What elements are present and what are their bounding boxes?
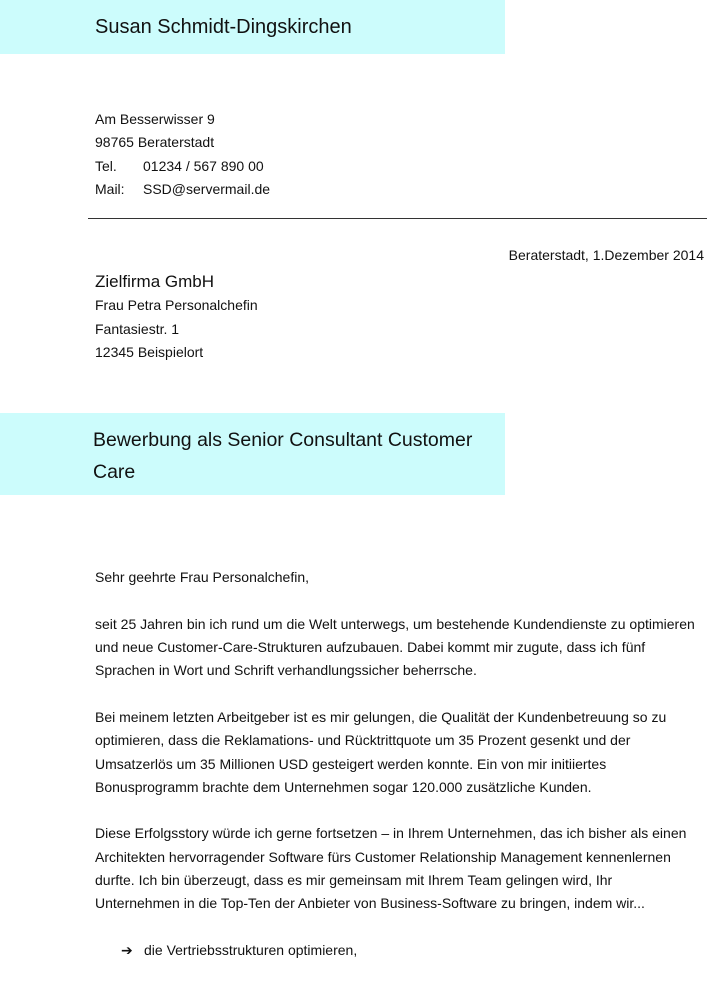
arrow-right-icon: ➔ [121,941,133,958]
paragraph: Bei meinem letzten Arbeitgeber ist es mir gelungen, die Qualität der Kundenbetreuung so zu optimieren, dass die Reklamations- und Rücktrittquote um 35 Prozent gesenkt und der Umsatzerlös um 35 Millionen USD gesteigert werden konnte. Ein von mir initiiertes Bonusprogramm brachte dem Unternehmen sogar 120.000 zusätzliche Kunden. [95,708,667,795]
sender-name: Susan Schmidt-Dingskirchen [95,16,352,38]
header-divider [88,218,707,219]
date-line: Beraterstadt, 1.Dezember 2014 [508,247,704,263]
bullet-text: die Vertriebsstrukturen optimieren, [144,941,358,958]
bullet-list [95,939,695,962]
subject-line: Bewerbung als Senior Consultant Customer Care [93,429,473,483]
list-item [95,939,695,962]
sender-city: 98765 Beraterstadt [95,134,215,151]
sender-mail-row [95,178,270,201]
phone-label: Tel. [95,157,117,174]
paragraph: Diese Erfolgsstory würde ich gerne fortsetzen – in Ihrem Unternehmen, das ich bisher als einen Architekten hervorragender Software fürs Customer Relationship Management kennenlernen durfte. Ich bin überzeugt, dass es mir gemeinsam mit Ihrem Team gelingen wird, Ihr Unternehmen in die Top-Ten der Anbieter von Business-Software zu bringen, indem wir... [95,825,687,912]
phone-number: 01234 / 567 890 00 [143,157,264,174]
recipient-street: Fantasiestr. 1 [95,320,180,337]
recipient-city: 12345 Beispielort [95,344,204,360]
letter-body [95,566,695,962]
salutation: Sehr geehrte Frau Personalchefin, [95,569,310,585]
paragraph: seit 25 Jahren bin ich rund um die Welt unterwegs, um bestehende Kundendienste zu optimieren und neue Customer-Care-Strukturen aufzubauen. Dabei kommt mir zugute, dass ich fünf Sprachen in Wort und Schrift verhandlungssicher beherrsche. [95,615,695,679]
sender-phone-row [95,155,270,178]
sender-street: Am Besserwisser 9 [95,111,215,127]
recipient-contact: Frau Petra Personalchefin [95,297,258,313]
sender-address-block [95,108,270,201]
recipient-address-block [95,270,258,365]
mail-label: Mail: [95,180,125,197]
recipient-company: Zielfirma GmbH [95,272,215,291]
mail-address: SSD@servermail.de [143,180,271,197]
